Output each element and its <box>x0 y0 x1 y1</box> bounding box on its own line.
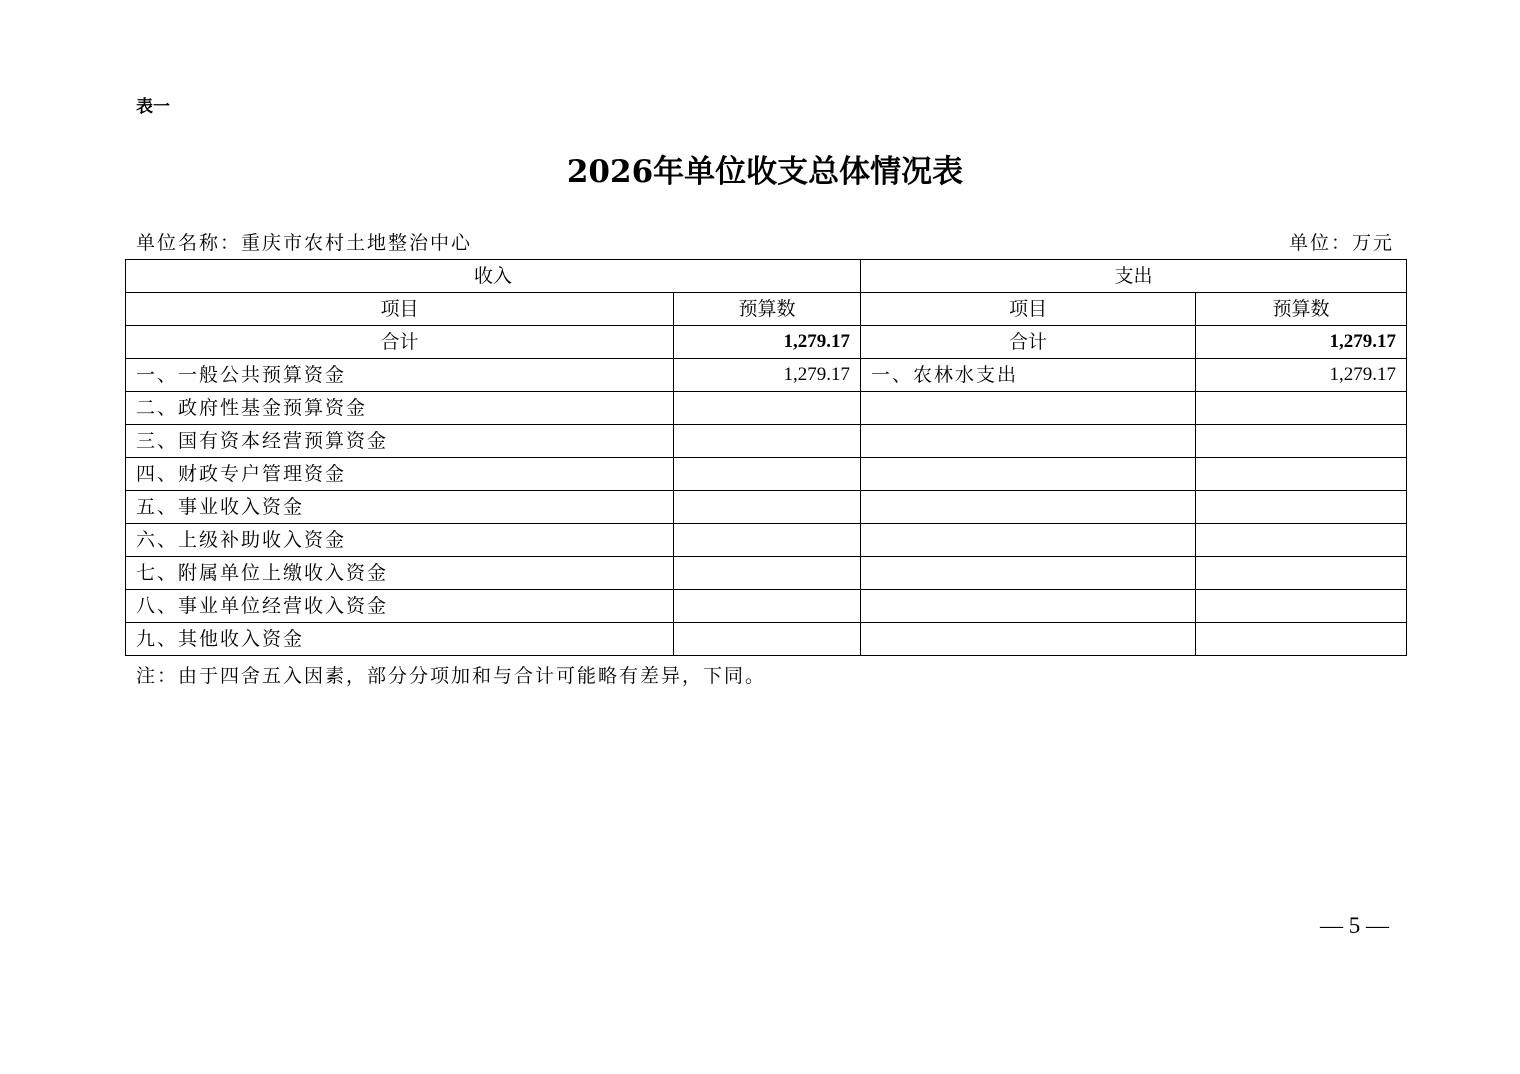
expense-value <box>1196 557 1407 590</box>
income-item: 七、附属单位上缴收入资金 <box>126 557 674 590</box>
table-row <box>126 590 1407 623</box>
expense-item: 一、农林水支出 <box>861 359 1196 392</box>
expense-value <box>1196 623 1407 656</box>
income-item-header: 项目 <box>126 293 674 326</box>
expense-item <box>861 524 1196 557</box>
section-header-row <box>126 260 1407 293</box>
expense-item <box>861 392 1196 425</box>
page-number: — 5 — <box>1320 913 1389 938</box>
income-value <box>674 491 861 524</box>
table-row <box>126 623 1407 656</box>
meta-row <box>136 228 1394 255</box>
expense-value <box>1196 425 1407 458</box>
income-item: 五、事业收入资金 <box>126 491 674 524</box>
income-header: 收入 <box>126 260 861 293</box>
expense-value <box>1196 392 1407 425</box>
income-value <box>674 458 861 491</box>
table-row <box>126 359 1407 392</box>
table-row <box>126 557 1407 590</box>
table-row <box>126 524 1407 557</box>
expense-header: 支出 <box>861 260 1407 293</box>
page-title: 2026年单位收支总体情况表 <box>566 154 964 190</box>
income-item: 一、一般公共预算资金 <box>126 359 674 392</box>
expense-item <box>861 425 1196 458</box>
expense-total-value: 1,279.17 <box>1196 326 1407 359</box>
table-row <box>126 491 1407 524</box>
table-row <box>126 425 1407 458</box>
income-total-label: 合计 <box>126 326 674 359</box>
expense-value <box>1196 590 1407 623</box>
income-value: 1,279.17 <box>674 359 861 392</box>
expense-total-label: 合计 <box>861 326 1196 359</box>
expense-value <box>1196 491 1407 524</box>
expense-item <box>861 590 1196 623</box>
table-row <box>126 458 1407 491</box>
income-value <box>674 623 861 656</box>
column-header-row <box>126 293 1407 326</box>
footnote: 注：由于四舍五入因素，部分分项加和与合计可能略有差异，下同。 <box>136 665 767 687</box>
expense-value: 1,279.17 <box>1196 359 1407 392</box>
income-budget-header: 预算数 <box>674 293 861 326</box>
income-total-value: 1,279.17 <box>674 326 861 359</box>
income-value <box>674 590 861 623</box>
expense-item <box>861 491 1196 524</box>
expense-item-header: 项目 <box>861 293 1196 326</box>
income-item: 六、上级补助收入资金 <box>126 524 674 557</box>
income-item: 二、政府性基金预算资金 <box>126 392 674 425</box>
budget-table <box>125 259 1407 656</box>
expense-item <box>861 557 1196 590</box>
income-item: 八、事业单位经营收入资金 <box>126 590 674 623</box>
expense-item <box>861 623 1196 656</box>
total-row <box>126 326 1407 359</box>
income-item: 九、其他收入资金 <box>126 623 674 656</box>
income-value <box>674 392 861 425</box>
table-label: 表一 <box>136 97 170 117</box>
income-value <box>674 557 861 590</box>
unit-currency: 单位：万元 <box>1288 232 1394 254</box>
income-item: 四、财政专户管理资金 <box>126 458 674 491</box>
expense-budget-header: 预算数 <box>1196 293 1407 326</box>
table-row <box>126 392 1407 425</box>
income-value <box>674 524 861 557</box>
income-item: 三、国有资本经营预算资金 <box>126 425 674 458</box>
expense-item <box>861 458 1196 491</box>
unit-name: 单位名称：重庆市农村土地整治中心 <box>136 232 473 254</box>
income-value <box>674 425 861 458</box>
expense-value <box>1196 524 1407 557</box>
expense-value <box>1196 458 1407 491</box>
